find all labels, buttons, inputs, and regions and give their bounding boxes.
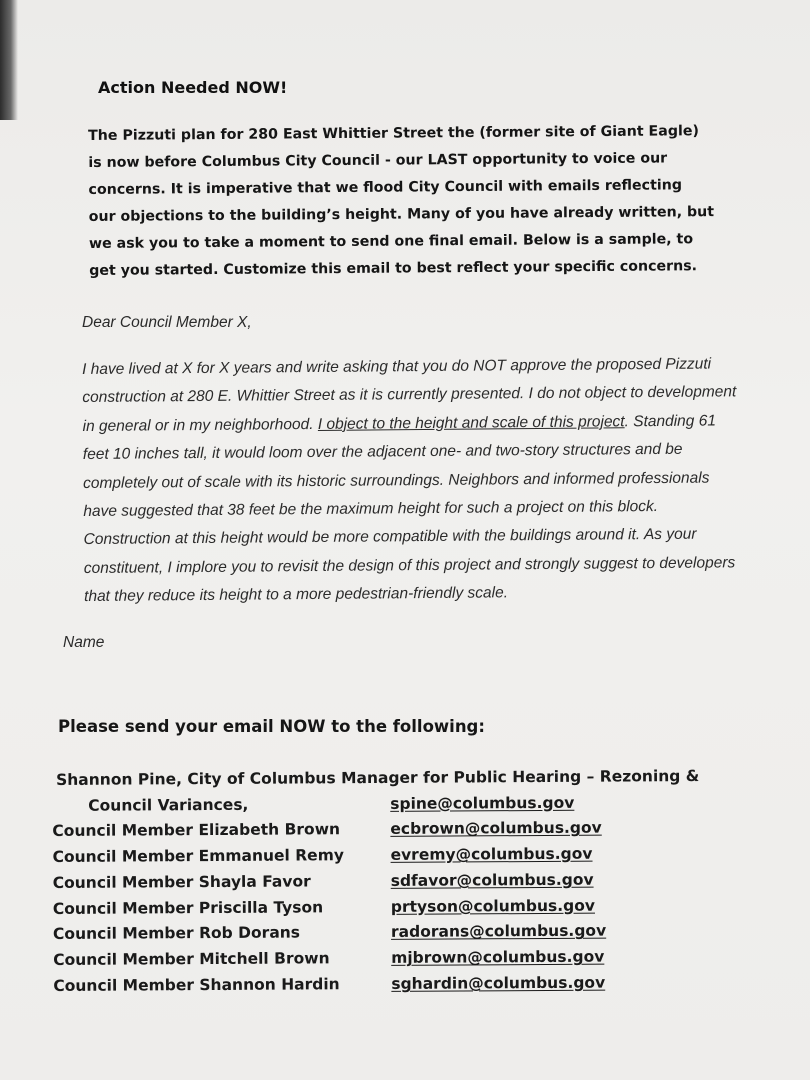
intro-paragraph xyxy=(88,118,769,285)
contact-name: Council Member Priscilla Tyson xyxy=(52,898,324,918)
letter-line: have suggested that 38 feet be the maximum height for such a project on this block. xyxy=(83,497,659,520)
contact-name: Council Member Shannon Hardin xyxy=(53,975,340,996)
contact-email-link[interactable]: mjbrown@columbus.gov xyxy=(391,947,605,968)
letter-line-text: in general or in my neighborhood. xyxy=(82,415,318,435)
intro-line: is now before Columbus City Council - our LAST opportunity to voice our xyxy=(88,150,668,171)
contact-email-link[interactable]: prtyson@columbus.gov xyxy=(390,896,595,916)
letter-line: that they reduce its height to a more pedestrian-friendly scale. xyxy=(84,584,509,606)
letter-line: completely out of scale with its historic surroundings. Neighbors and informed professionals xyxy=(83,469,710,492)
contact-name: Council Member Rob Dorans xyxy=(52,923,301,944)
intro-line: we ask you to take a moment to send one final email. Below is a sample, to xyxy=(88,231,694,252)
contact-email-link[interactable]: evremy@columbus.gov xyxy=(390,844,593,865)
letter-line: I have lived at X for X years and write asking that you do NOT approve the proposed Pizzuti xyxy=(82,355,712,378)
letter-line-text: . Standing 61 xyxy=(624,412,717,431)
letter-body xyxy=(82,350,784,612)
contact-email-link[interactable]: sdfavor@columbus.gov xyxy=(390,870,594,890)
letter-emphasis: I object to the height and scale of this project xyxy=(317,413,625,433)
letter-signature: Name xyxy=(63,634,105,651)
contact-email-link[interactable]: radorans@columbus.gov xyxy=(390,922,607,942)
intro-line: our objections to the building’s height. Many of you have already written, but xyxy=(88,204,715,225)
intro-line: get you started. Customize this email to best reflect your specific concerns. xyxy=(89,258,698,279)
contact-email-link[interactable]: sghardin@columbus.gov xyxy=(391,973,606,993)
contact-first-line: Shannon Pine, City of Columbus Manager for Public Hearing – Rezoning & xyxy=(56,767,700,789)
contact-list xyxy=(48,764,769,1000)
contact-name: Council Member Shayla Favor xyxy=(52,872,311,892)
page-title: Action Needed NOW! xyxy=(98,78,288,97)
letter-line: construction at 280 E. Whittier Street as it is currently presented. I do not object to development xyxy=(82,383,737,407)
contact-email-link[interactable]: ecbrown@columbus.gov xyxy=(390,818,602,839)
letter-line: constituent, I implore you to revisit the design of this project and strongly suggest to developers xyxy=(83,554,736,577)
page-edge-shadow xyxy=(0,0,18,120)
contact-name: Council Variances, xyxy=(88,795,249,815)
contact-name: Council Member Emmanuel Remy xyxy=(52,846,344,867)
contact-name: Council Member Mitchell Brown xyxy=(53,949,330,970)
letter-line: feet 10 inches tall, it would loom over the adjacent one- and two-story structures and be xyxy=(82,440,683,464)
intro-line: The Pizzuti plan for 280 East Whittier Street the (former site of Giant Eagle) xyxy=(88,123,699,144)
contact-row xyxy=(49,970,769,1000)
intro-line: concerns. It is imperative that we flood City Council with emails reflecting xyxy=(88,177,683,198)
contact-name: Council Member Elizabeth Brown xyxy=(52,820,341,841)
letter-salutation: Dear Council Member X, xyxy=(82,314,252,331)
letter-line: Construction at this height would be more compatible with the buildings around it. As your xyxy=(83,525,697,549)
contact-email-link[interactable]: spine@columbus.gov xyxy=(390,793,575,813)
send-heading: Please send your email NOW to the following: xyxy=(58,717,485,736)
